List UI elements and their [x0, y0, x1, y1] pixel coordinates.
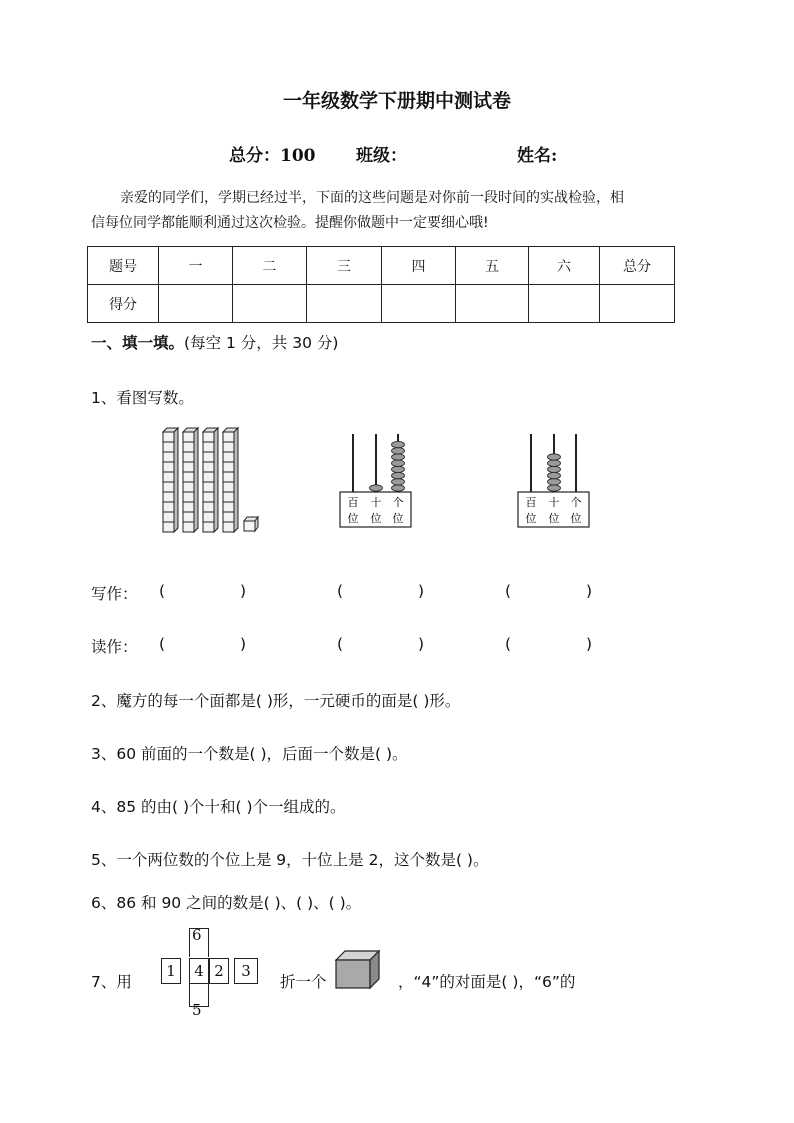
tens-rod [203, 428, 218, 532]
abacus-bead [548, 479, 561, 485]
abacus-label-bai: 百 [347, 496, 359, 509]
abacus-label-ge: 个 [570, 496, 582, 509]
answer-close-paren: ) [586, 582, 593, 600]
cube-net-figure [159, 928, 263, 1018]
abacus-label-wei: 位 [570, 512, 582, 525]
abacus-1 [336, 430, 416, 530]
abacus-label-shi: 十 [548, 496, 560, 509]
net-number-6: 6 [192, 926, 202, 944]
score-header-cell: 题号 [88, 247, 159, 285]
section-heading [91, 331, 338, 353]
answer-open-paren: ( [505, 582, 512, 600]
score-header-cell: 总分 [600, 247, 675, 285]
name-label: 姓名: [517, 146, 558, 166]
single-cube [244, 517, 258, 531]
question-7-end: ，“4”的对面是( )，“6”的 [398, 973, 576, 991]
abacus-bead [370, 485, 383, 491]
answer-open-paren: ( [337, 635, 344, 653]
abacus-beads [548, 454, 561, 491]
abacus-bead [392, 448, 405, 454]
score-table-header-row [88, 247, 675, 285]
score-table-score-row [88, 285, 675, 323]
abacus-bead [392, 466, 405, 472]
answer-open-paren: ( [337, 582, 344, 600]
answer-close-paren: ) [418, 582, 425, 600]
abacus-bead [392, 485, 405, 491]
tens-rod [183, 428, 198, 532]
abacus-bead [548, 454, 561, 460]
score-cell[interactable] [382, 285, 456, 323]
abacus-bead [548, 485, 561, 491]
score-row-label: 得分 [88, 285, 159, 323]
answer-close-paren: ) [240, 635, 247, 653]
score-cell[interactable] [307, 285, 382, 323]
score-header-cell: 三 [307, 247, 382, 285]
net-cell-4: 4 [189, 958, 209, 984]
question-4: 4、85 的由( )个十和( )个一组成的。 [91, 798, 346, 816]
net-number-5: 5 [192, 1001, 202, 1019]
net-cell-1: 1 [161, 958, 181, 984]
read-label: 读作： [91, 638, 138, 656]
intro-line-1: 亲爱的同学们，学期已经过半，下面的这些问题是对你前一段时间的实战检验，相 [120, 190, 624, 206]
abacus-bead [392, 479, 405, 485]
abacus-bead [392, 441, 405, 447]
tens-rods [163, 428, 238, 532]
cube-icon [333, 948, 383, 990]
abacus-label-wei: 位 [347, 512, 359, 525]
question-7-start: 7、用 [91, 973, 132, 991]
score-cell[interactable] [529, 285, 600, 323]
question-2: 2、魔方的每一个面都是( )形，一元硬币的面是( )形。 [91, 692, 461, 710]
score-cell[interactable] [600, 285, 675, 323]
abacus-bead [392, 472, 405, 478]
abacus-bead [548, 472, 561, 478]
abacus-bead [392, 460, 405, 466]
question-7-fold: 折一个 [280, 973, 327, 991]
abacus-2 [514, 430, 594, 530]
abacus-label-wei: 位 [392, 512, 404, 525]
base-ten-blocks-figure [160, 426, 260, 534]
class-label: 班级： [356, 146, 407, 166]
score-header-cell: 一 [159, 247, 233, 285]
abacus-label-ge: 个 [392, 496, 404, 509]
abacus-beads [370, 441, 405, 491]
score-cell[interactable] [159, 285, 233, 323]
abacus-label-wei: 位 [525, 512, 537, 525]
answer-open-paren: ( [505, 635, 512, 653]
score-header-cell: 四 [382, 247, 456, 285]
tens-rod [163, 428, 178, 532]
abacus-bead [548, 466, 561, 472]
score-cell[interactable] [456, 285, 529, 323]
question-3: 3、60 前面的一个数是( )，后面一个数是( )。 [91, 745, 408, 763]
answer-open-paren: ( [159, 582, 166, 600]
question-1: 1、看图写数。 [91, 389, 194, 407]
score-header-cell: 六 [529, 247, 600, 285]
write-label: 写作： [91, 585, 138, 603]
answer-close-paren: ) [418, 635, 425, 653]
section-note: (每空 1 分，共 30 分) [184, 334, 339, 352]
score-header-cell: 二 [233, 247, 307, 285]
question-5: 5、一个两位数的个位上是 9，十位上是 2，这个数是( )。 [91, 851, 489, 869]
abacus-label-bai: 百 [525, 496, 537, 509]
answer-close-paren: ) [240, 582, 247, 600]
intro-line-2: 信每位同学都能顺利通过这次检验。提醒你做题中一定要细心哦! [91, 215, 489, 231]
exam-title: 一年级数学下册期中测试卷 [282, 90, 511, 112]
answer-close-paren: ) [586, 635, 593, 653]
tens-rod [223, 428, 238, 532]
section-title: 一、填一填。 [91, 333, 185, 352]
score-table [87, 246, 675, 323]
abacus-label-wei: 位 [548, 512, 560, 525]
abacus-bead [548, 460, 561, 466]
score-header-cell: 五 [456, 247, 529, 285]
answer-open-paren: ( [159, 635, 166, 653]
score-cell[interactable] [233, 285, 307, 323]
total-score: 总分：100 [229, 146, 316, 166]
abacus-label-shi: 十 [370, 496, 382, 509]
abacus-bead [392, 454, 405, 460]
abacus-label-wei: 位 [370, 512, 382, 525]
net-cell-2: 2 [209, 958, 229, 984]
net-cell-3: 3 [234, 958, 258, 984]
question-6: 6、86 和 90 之间的数是( )、( )、( )。 [91, 894, 362, 912]
